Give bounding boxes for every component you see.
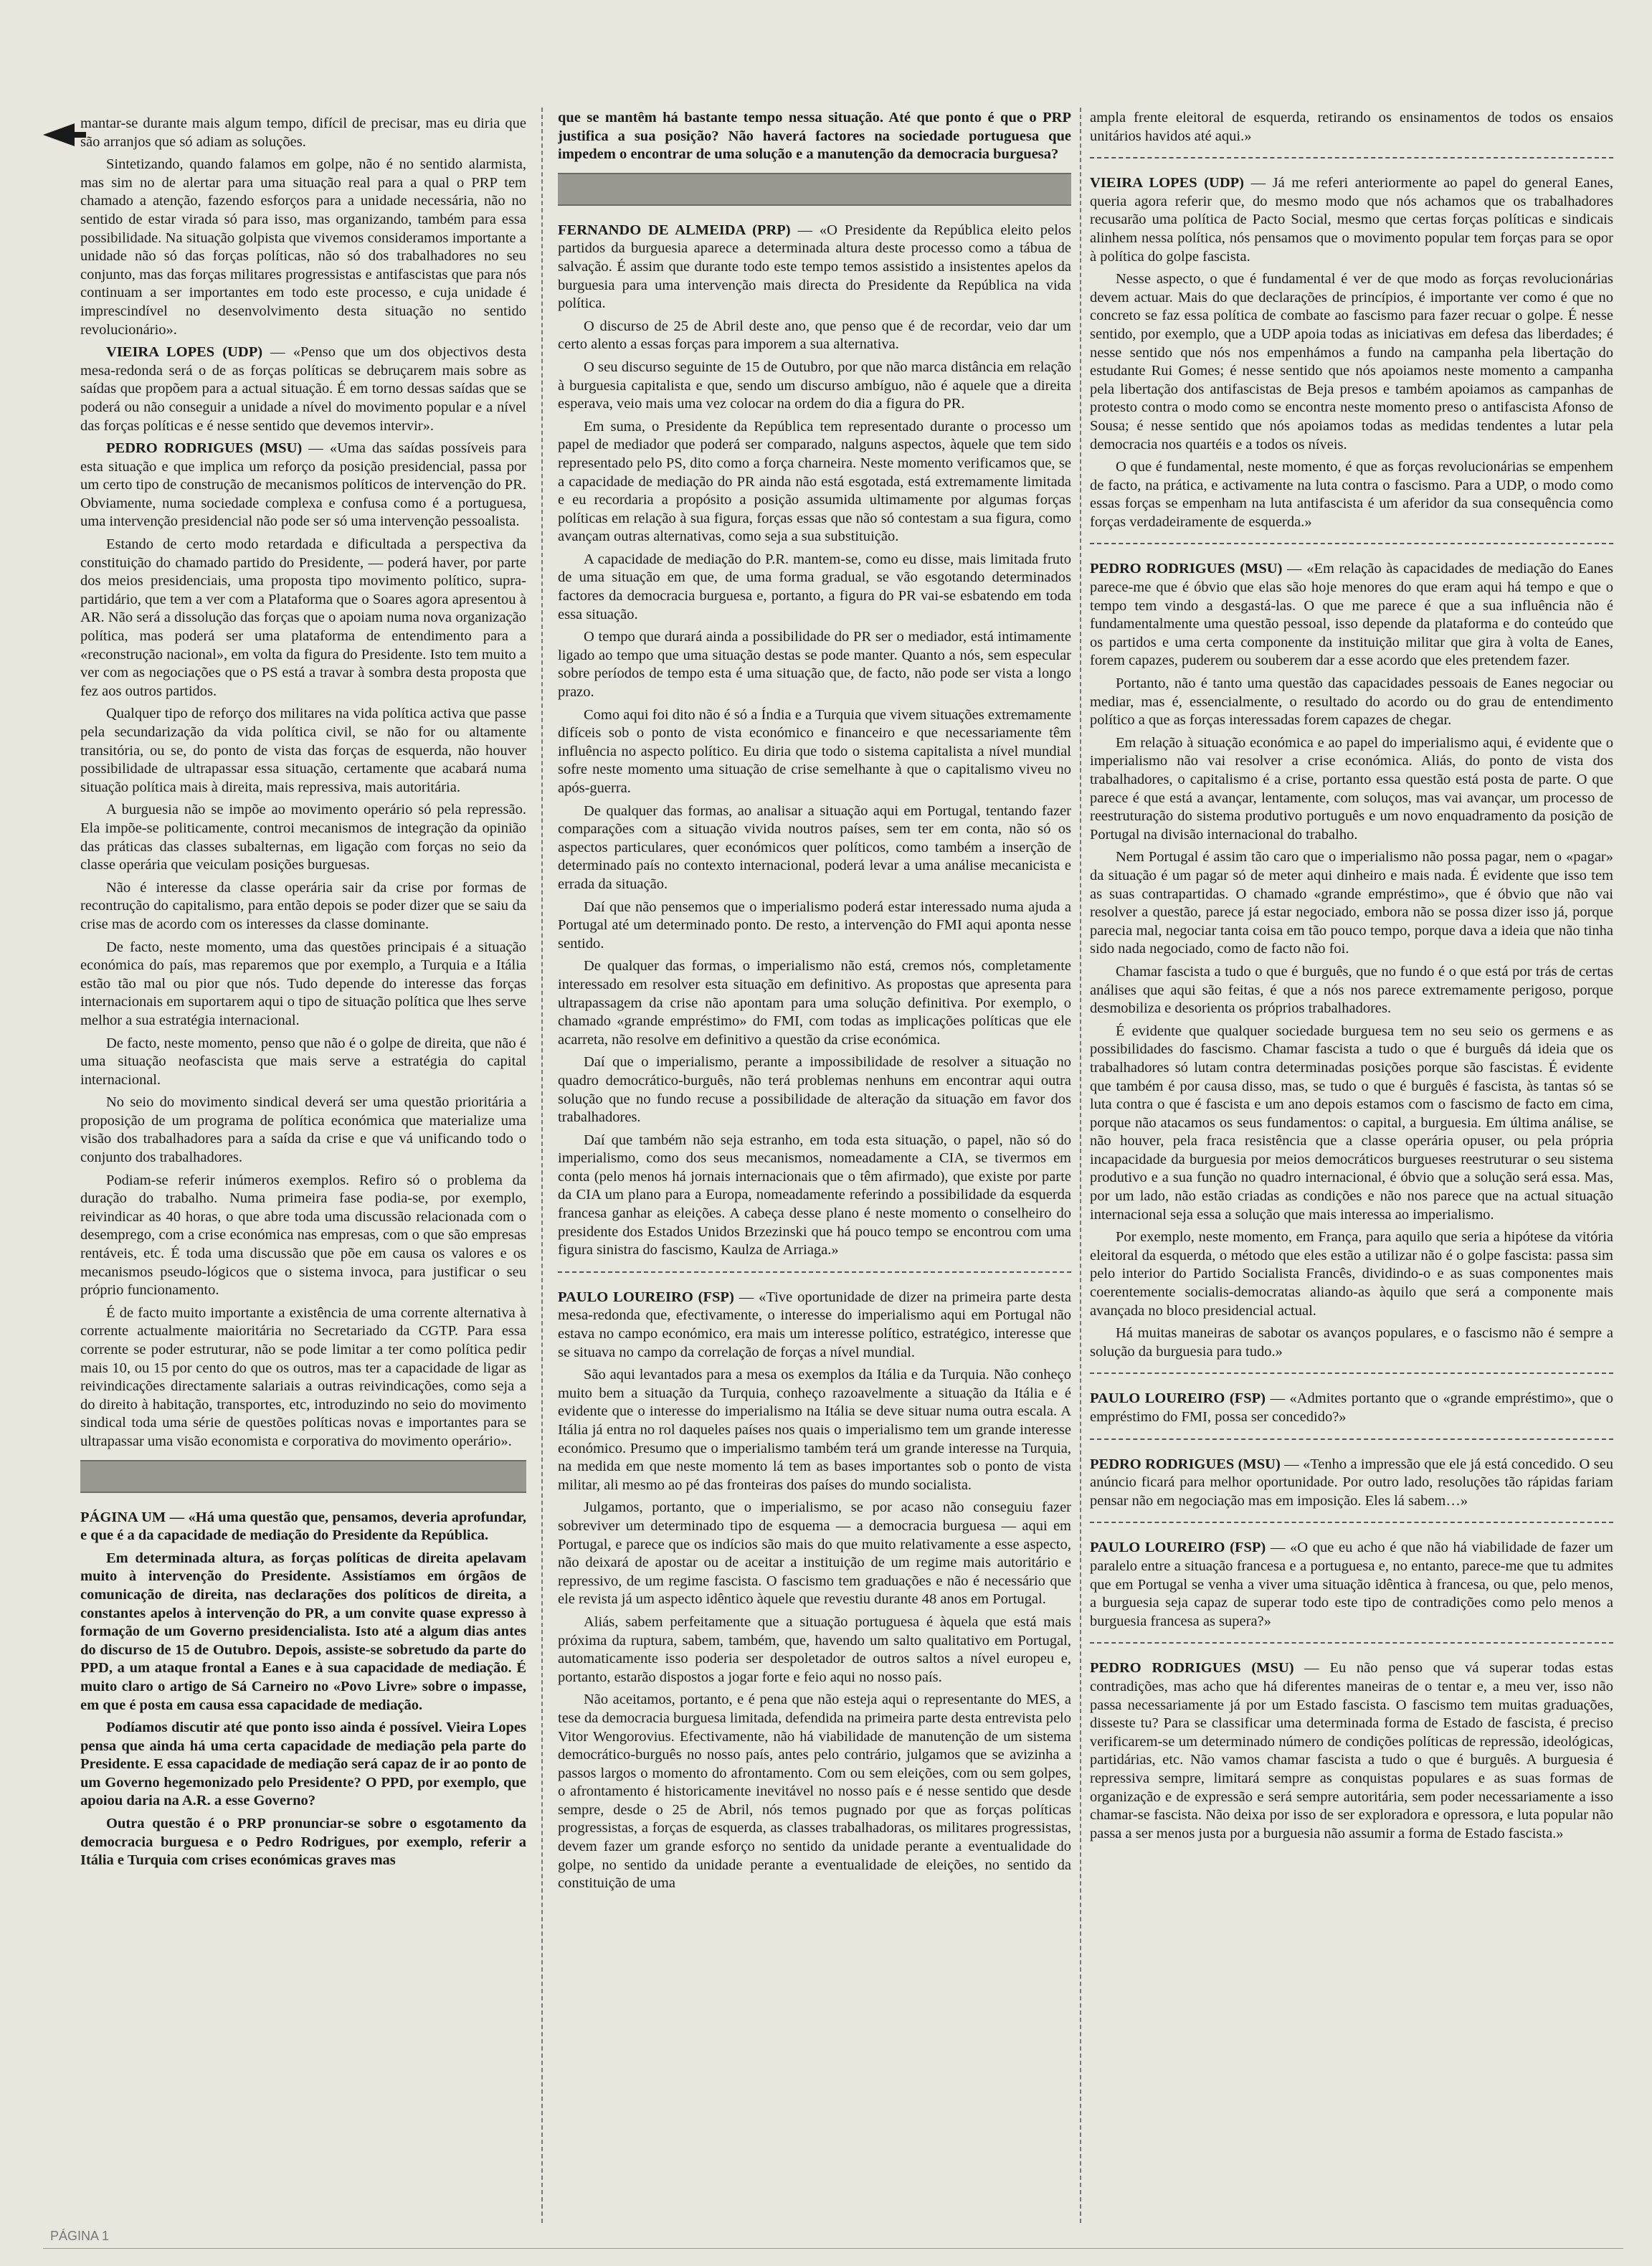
paragraph-text: De facto, neste momento, penso que não é o golpe de direita, que não é uma situação neofascista que mais serve a estratégia do capital internacional. (80, 1035, 526, 1088)
paragraph (558, 628, 1071, 701)
paragraph (558, 1053, 1071, 1127)
section-separator (1090, 1642, 1613, 1644)
paragraph (80, 879, 526, 934)
paragraph (558, 359, 1071, 414)
paragraph-text: — «Em relação às capacidades de mediação do Eanes parece-me que é óbvio que elas são hoje menores do que eram aqui há tempo e que o tempo tem vindo a desgastá-las. O que me parece é que a sua influência não é fundamentalmente uma questão pessoal, isso depende da plataforma e do conteúdo que os partidos e uma certa componente da instituição militar que gira à volta de Eanes, forem capazes, puderem ou souberem dar a esse acordo que eles pretendem fazer. (1090, 561, 1613, 669)
paragraph-text: Podíamos discutir até que ponto isso ainda é possível. Vieira Lopes pensa que ainda há uma certa capacidade de mediação pela parte do Presidente. E essa capacidade de mediação será capaz de ir ao ponto de um Governo hegemonizado pelo Presidente? O PPD, por exemplo, que apoiou daria na A.R. a esse Governo? (80, 1720, 526, 1809)
paragraph-text: Podiam-se referir inúmeros exemplos. Refiro só o problema da duração do trabalho. Numa primeira fase podia-se, por exemplo, reivindicar as 40 horas, o que abre toda uma discussão relacionada com o desemprego, com a crise económica nas empresas, com o que são empresas rentáveis, etc. É toda uma discussão que põe em causa os valores e os mecanismos pseudo-lógicos que o sistema invoca, para justificar o seu próprio funcionamento. (80, 1172, 526, 1299)
paragraph-text: É evidente que qualquer sociedade burguesa tem no seu seio os germens e as possibilidades do fascismo. Chamar fascista a tudo o que é burguês dá ideia que os trabalhadores só lutam contra determinadas posições porque são fascistas. É evidente que também é por causa disso, mas, se tudo o que é burguês é fascista, às tantas só se luta contra o que é fascista e um ano depois estamos com o fascismo de facto em cima, porque não atacamos os seus fundamentos: o capital, a burguesia. Em última análise, se não houver, pela fraca resistência que a classe operária opuser, ou pela própria incapacidade da burguesia por meios democráticos burgueses reestruturar o seu sistema produtivo e a sua função no quadro internacional, é óbvio que a solução será essa. Mas, por um lado, não estão criadas as condições e não nos parece que na actual situação internacional seja essa a solução que mais interessa ao imperialismo. (1090, 1023, 1613, 1223)
paragraph (80, 1172, 526, 1300)
paragraph-text: Aliás, sabem perfeitamente que a situação portuguesa é àquela que está mais próxima da ruptura, sabem, também, que, havendo um salto qualitativo em Portugal, automaticamente isso poderia ser despoletador de outros saltos a nível europeu e, portanto, estarão dispostos a jogar forte e feio aqui no nosso país. (558, 1613, 1071, 1685)
paragraph-text: Há muitas maneiras de sabotar os avanços populares, e o fascismo não é sempre a solução da burguesia para tudo.» (1090, 1325, 1613, 1360)
paragraph-text: Daí que não pensemos que o imperialismo poderá estar interessado numa ajuda a Portugal até um determinado ponto. De resto, a intervenção do FMI aqui aponta nesse sentido. (558, 899, 1071, 952)
paragraph-text: — «Tive oportunidade de dizer na primeira parte desta mesa-redonda que, efectivamente, o interesse do imperialismo aqui em Portugal não estava no campo económico, era mais um interesse político, estratégico, interesse que se situava no campo da correlação de forças a nível mundial. (558, 1289, 1071, 1360)
speaker-name: PEDRO RODRIGUES (MSU) (1090, 1456, 1281, 1472)
paragraph (558, 1691, 1071, 1893)
paragraph (1090, 1539, 1613, 1631)
paragraph-text: — Já me referi anteriormente ao papel do general Eanes, queria agora referir que, do mesmo modo que nós achamos que os trabalhadores recusarão uma política de Pacto Social, mesmo que certas forças políticas e sindicais alinhem nessa política, nós pensamos que o movimento popular tem forças para se opor à política do golpe fascista. (1090, 175, 1613, 265)
paragraph (558, 899, 1071, 954)
paragraph-text: que se mantêm há bastante tempo nessa situação. Até que ponto é que o PRP justifica a sua posição? Não haverá factores na sociedade portuguesa que impedem o encontrar de uma solução e a manutenção da democracia burguesa? (558, 110, 1071, 163)
paragraph-text: O seu discurso seguinte de 15 de Outubro, por que não marca distância em relação à burguesia capitalista e que, sendo um discurso ambíguo, não é aquele que a direita esperava, veio mais uma vez colocar na ordem do dia a figura do PR. (558, 359, 1071, 412)
paragraph (80, 1550, 526, 1715)
paragraph (1090, 1228, 1613, 1320)
paragraph-text: — «Uma das saídas possíveis para esta situação e que implica um reforço da posição presidencial, passa por um certo tipo de construção de mecanismos políticos de intervenção do PR. Obviamente, numa sociedade complexa e confusa como é a portuguesa, uma intervenção presidencial não pode ser só uma intervenção pessoalista. (80, 440, 526, 530)
paragraph (80, 801, 526, 874)
paragraph-text: De qualquer das formas, ao analisar a situação aqui em Portugal, tentando fazer comparações com a situação vivida noutros países, sem ter em conta, não só os aspectos particulares, quer económicos quer políticos, como também a inserção de determinado país no contexto internacional, poderá levar a uma análise mecanicista e errada da situação. (558, 802, 1071, 892)
paragraph-text: — «O que eu acho é que não há viabilidade de fazer um paralelo entre a situação francesa e a portuguesa e, no entanto, parece-me que tu admites que em Portugal se venha a viver uma situação idêntica à francesa, ou que, pelo menos, a burguesia seja capaz de superar todo este tipo de contradições como pelo menos a burguesia francesa as supera?» (1090, 1540, 1613, 1629)
paragraph-text: O discurso de 25 de Abril deste ano, que penso que é de recordar, veio dar um certo alento a essas forças para imporem a sua alternativa. (558, 318, 1071, 353)
page-folio: PÁGINA 1 (50, 2229, 110, 2243)
paragraph-text: — «Admites portanto que o «grande empréstimo», que o empréstimo do FMI, possa ser concedido?» (1090, 1390, 1613, 1425)
paragraph-text: Por exemplo, neste momento, em França, para aquilo que seria a hipótese da vitória eleitoral da esquerda, o método que eles estão a utilizar não é o golpe fascista: passa sim pelo interior do Partido Socialista Francês, dividindo-o e as suas componentes mais coerentemente socialis-democratas aliando-as àquilo que será a componente mais avançada no bloco presidencial actual. (1090, 1229, 1613, 1319)
paragraph-text: Chamar fascista a tudo o que é burguês, que no fundo é o que está por trás de certas análises que aqui são feitas, é que a nós nos parece extremamente perigoso, porque desmobiliza e desorienta os próprios trabalhadores. (1090, 963, 1613, 1017)
paragraph-text: Em determinada altura, as forças políticas de direita apelavam muito à intervenção do Presidente. Assistíamos em órgãos de comunicação de direita, nas declarações dos políticos de direita, a constantes apelos à intervenção do PR, a um convite quase expresso à formação de um Governo presidencialista. Isto até a algum dias antes do discurso de 15 de Outubro. Depois, assiste-se sobretudo da parte do PPD, a um ataque frontal a Eanes e à sua capacidade de mediação. É muito claro o artigo de Sá Carneiro no «Povo Livre» sobre o impasse, em que é posta em causa essa capacidade de mediação. (80, 1550, 526, 1713)
paragraph-text: Em suma, o Presidente da República tem representado durante o processo um papel de mediador que poderá ser comparado, nalguns aspectos, àquele que tem sido representado pelo PS, dito como a força charneira. Neste momento verificamos que, se a capacidade de mediação do PR ainda não está esgotada, está extremamente limitada e eu recordaria a propósito a posição assumida ultimamente por algumas forças políticas em relação à sua figura, forças essas que não só contestam a sua figura, como avançam outras alternativas, como seja a sua substituição. (558, 418, 1071, 545)
paragraph (80, 1304, 526, 1451)
paragraph (558, 1613, 1071, 1687)
paragraph (80, 939, 526, 1030)
column-divider (541, 108, 543, 2223)
paragraph (80, 343, 526, 435)
paragraph (558, 802, 1071, 894)
section-separator (1090, 157, 1613, 158)
speaker-name: PEDRO RODRIGUES (MSU) (106, 440, 303, 457)
paragraph-text: Não é interesse da classe operária sair da crise por formas de recontrução do capitalismo, para então depois se poder dizer que se saiu da crise mas de acordo com os interesses da classe dominante. (80, 879, 526, 932)
paragraph (1090, 270, 1613, 454)
paragraph-text: mantar-se durante mais algum tempo, difícil de precisar, mas eu diria que são arranjos que só adiam as soluções. (80, 115, 526, 150)
speaker-name: VIEIRA LOPES (UDP) (106, 344, 263, 361)
speaker-name: PAULO LOUREIRO (FSP) (1090, 1540, 1266, 1556)
paragraph-text: — Eu não penso que vá superar todas estas contradições, mas acho que há diferentes maneiras de o tentar e, a meu ver, isso não passa necessariamente já por um Estado fascista. O fascismo tem muitas graduações, disseste tu? Para se classificar uma determinada forma de Estado de fascista, é preciso verificarem-se um determinado número de condições políticas de repressão, ideológicas, partidárias, etc. Não vamos chamar fascista a tudo o que é burguês. A burguesia é repressiva sempre, limitará sempre as conquistas populares e as suas formas de organização e de expressão e será sempre autoritária, sem poder necessariamente a isso chamar-se fascista. Não deixa por isso de ser exploradora e opressora, e luta popular não passa a ser menos justa por a burguesia não assumir a forma de Estado fascista.» (1090, 1660, 1613, 1841)
paragraph (1090, 1390, 1613, 1426)
section-shaded-bar (80, 1460, 526, 1493)
text-column-2 (558, 109, 1071, 2217)
paragraph-text: No seio do movimento sindical deverá ser uma questão prioritária a proposição de um programa de política económica que materialize uma visão dos trabalhadores para a saída da crise e que vá unificando todo o conjunto dos trabalhadores. (80, 1094, 526, 1166)
speaker-name: FERNANDO DE ALMEIDA (PRP) (558, 222, 791, 238)
paragraph (558, 1366, 1071, 1494)
paragraph (1090, 1023, 1613, 1225)
speaker-name: PEDRO RODRIGUES (MSU) (1090, 561, 1283, 577)
paragraph (1090, 109, 1613, 146)
paragraph (80, 1094, 526, 1167)
paragraph (80, 156, 526, 339)
paragraph-text: Daí que também não seja estranho, em toda esta situação, o papel, não só do imperialismo, como dos seus mecanismos, nomeadamente a CIA, se tivermos em conta (pelo menos há jornais internacionais que o têm afirmado), que existe por parte da CIA um plano para a Europa, nomeadamente referindo a possibilidade da esquerda francesa ganhar as eleições. A cabeça desse plano é neste momento o conselheiro do presidente dos Estados Unidos Brzezinski que há pouco tempo se encontrou com uma figura sinistra do fascismo, Kaulza de Arriaga.» (558, 1132, 1071, 1258)
paragraph (1090, 734, 1613, 845)
paragraph-text: A capacidade de mediação do P.R. mantem-se, como eu disse, mais limitada fruto de uma situação em que, de uma forma gradual, se vão esgotando determinados factores da democracia burguesa e, portanto, a figura do PR vai-se esbatendo em toda essa situação. (558, 551, 1071, 622)
paragraph-text: Estando de certo modo retardada e dificultada a perspectiva da constituição do chamado partido do Presidente, — poderá haver, por parte dos meios presidenciais, uma proposta tipo movimento político, supra-partidário, que tem a ver com a Plataforma que o Soares agora apresentou à AR. Não será a dissolução das forças que o apoiam numa nova organização política, mas poderá ser uma plataforma de entendimento para a «reconstrução nacional», em volta da figura do Presidente. Isto tem muito a ver com as negociações que o PS está a travar à sombra desta proposta que fez aos outros partidos. (80, 536, 526, 699)
paragraph (1090, 458, 1613, 531)
paragraph-text: É de facto muito importante a existência de uma corrente alternativa à corrente actualmente maioritária no Secretariado da CGTP. Para essa corrente se poder estruturar, não se pode limitar a ter como política pedir mais 10, ou 15 por cento do que os outros, mas ter a capacidade de ligar as reivindicações directamente salariais a outras reivindicações, como seja a do direito à habitação, transportes, etc, introduzindo no seio do movimento sindical toda uma série de questões políticas novas e importantes para se ultrapassar uma visão economista e corporativa do movimento operário». (80, 1304, 526, 1449)
paragraph-text: Julgamos, portanto, que o imperialismo, se por acaso não conseguiu fazer sobreviver um determinado tipo de esquema — a democracia burguesa — aqui em Portugal, e parece que os indícios são mais do que muito relativamente a esse aspecto, não deixará de apostar ou de aceitar a instituição de um regime mais autoritário e repressivo, de um regime fascista. O fascismo tem graduações e não é necessário que ele revista já um aspecto idêntico àquele que revestiu durante 48 anos em Portugal. (558, 1499, 1071, 1608)
section-separator (1090, 543, 1613, 544)
paragraph (80, 705, 526, 797)
paragraph (1090, 560, 1613, 670)
paragraph (1090, 1456, 1613, 1511)
paragraph (80, 536, 526, 701)
text-column-3 (1090, 109, 1613, 2217)
paragraph-text: De qualquer das formas, o imperialismo não está, cremos nós, completamente interessado em resolver esta situação em definitivo. As propostas que apresenta para ultrapassagem da crise não apontam para uma solução definitiva. Por exemplo, o chamado «grande empréstimo» do FMI, com todas as implicações políticas que ele acarreta, não resolve em definitivo a questão da crise económica. (558, 958, 1071, 1048)
paragraph-text: O tempo que durará ainda a possibilidade do PR ser o mediador, está intimamente ligado ao tempo que uma situação destas se pode manter. Quanto a nós, sem especular sobre períodos de tempo esta é uma situação que, de facto, não pode ser vista a longo prazo. (558, 629, 1071, 701)
paragraph-text: O que é fundamental, neste momento, é que as forças revolucionárias se empenhem de facto, na prática, e activamente na luta contra o fascismo. Para a UDP, o modo como essas forças se empenham na luta antifascista é um aferidor da sua consequência como forças verdadeiramente de esquerda.» (1090, 459, 1613, 530)
paragraph-text: Nem Portugal é assim tão caro que o imperialismo não possa pagar, nem o «pagar» da situação é um pagar só de meter aqui dinheiro e mais nada. É evidente que isso tem as suas contrapartidas. O chamado «grande empréstimo», que é óbvio que não vai resolver a questão, parece já estar negociado, embora não se possa dizer isso já, porque parecia mal, negociar tanta coisa em tão pouco tempo, porque dava a ideia que não tinha sido nada negociado, como de facto não foi. (1090, 849, 1613, 957)
paragraph (558, 957, 1071, 1049)
paragraph (80, 440, 526, 531)
speaker-name: PÁGINA UM (80, 1509, 166, 1525)
speaker-name: PEDRO RODRIGUES (MSU) (1090, 1660, 1294, 1677)
section-separator (1090, 1522, 1613, 1523)
speaker-name: VIEIRA LOPES (UDP) (1090, 175, 1245, 191)
paragraph-text: — «O Presidente da República eleito pelos partidos da burguesia aparece a determinada altura deste processo como a tábua de salvação. É assim que durante todo este tempo temos assistido a insistentes apelos da burguesia para uma intervenção mais directa do Presidente da República na vida política. (558, 222, 1071, 312)
speaker-name: PAULO LOUREIRO (FSP) (558, 1289, 734, 1305)
paragraph (80, 115, 526, 151)
paragraph (558, 318, 1071, 354)
paragraph-text: São aqui levantados para a mesa os exemplos da Itália e da Turquia. Não conheço muito bem a situação da Turquia, conheço razoavelmente a situação da Itália e é evidente que o interesse do imperialismo na Itália se deve situar numa outra escala. A Itália já entra no rol daqueles países nos quais o imperialismo tem um grande interesse económico. Presumo que o imperialismo também terá um grande interesse na Turquia, na medida em que neste momento lá tem as bases importantes sob o ponto de vista militar, ali mesmo ao pé das fronteiras dos países do mundo socialista. (558, 1367, 1071, 1493)
paragraph-text: ampla frente eleitoral de esquerda, retirando os ensinamentos de todos os ensaios unitários havidos até aqui.» (1090, 110, 1613, 144)
paragraph-text: Sintetizando, quando falamos em golpe, não é no sentido alarmista, mas sim no de alertar para uma situação real para a qual o PRP tem chamado a atenção, fazendo esforços para a unidade necessária, não no sentido de estar virada só para isso, mas organizando, também para essa possibilidade. Na situação golpista que vivemos consideramos importante a unidade não só das forças políticas, não só dos trabalhadores no seu conjunto, mas das forças militares progressistas e antifascistas que para nós continuam a ser importantes em todo este processo, e cuja unidade é imprescindível no desenvolvimento desta situação no sentido revolucionário». (80, 156, 526, 338)
paragraph-text: — «Há uma questão que, pensamos, deveria aprofundar, e que é a da capacidade de mediação do Presidente da República. (80, 1509, 526, 1544)
paragraph (558, 1499, 1071, 1609)
paragraph (80, 1719, 526, 1811)
section-shaded-bar (558, 173, 1071, 206)
paragraph-text: De facto, neste momento, uma das questões principais é a situação económica do país, mas reparemos que por exemplo, a Turquia e a Itália estão tão mal ou pior que nós. Tudo depende do interesse das forças internacionais em suportarem aqui o tipo de situação política que lhes serve melhor a sua estratégia internacional. (80, 939, 526, 1028)
paragraph (80, 1509, 526, 1545)
paragraph (558, 109, 1071, 164)
paragraph-text: Portanto, não é tanto uma questão das capacidades pessoais de Eanes negociar ou mediar, mas é, essencialmente, o resultado do acordo ou do grau de entendimento político a que as forças interessadas forem capazes de chegar. (1090, 675, 1613, 729)
paragraph-text: Em relação à situação económica e ao papel do imperialismo aqui, é evidente que o imperialismo não vai resolver a crise económica. Aliás, do ponto de vista dos trabalhadores, o capitalismo é a crise, portanto essa questão está posta de parte. O que parece é que está a avançar, lentamente, com soluços, mas vai avançar, um processo de reestruturação do sistema produtivo português e um novo enquadramento da posição de Portugal na divisão internacional do trabalho. (1090, 734, 1613, 843)
paragraph-text: A burguesia não se impõe ao movimento operário só pela repressão. Ela impõe-se politicamente, controi mecanismos de integração da opinião das práticas das classes subalternas, em ligação com forças no seio da classe operária que veiculam posições burguesas. (80, 802, 526, 873)
column-divider (1080, 108, 1081, 2223)
paragraph (1090, 174, 1613, 266)
paragraph (80, 1035, 526, 1090)
section-separator (1090, 1438, 1613, 1440)
paragraph (558, 222, 1071, 313)
paragraph-text: Não aceitamos, portanto, e é pena que não esteja aqui o representante do MES, a tese da democracia burguesa limitada, defendida na primeira parte desta entrevista pelo Vitor Wengorovius. Efectivamente, não há viabilidade de manutenção de um sistema democrático-burguês no nosso país, antes pelo contrário, julgamos que se avizinha a passos largos o momento do afrontamento. Com ou sem eleições, com ou sem golpes, o afrontamento é historicamente inevitável no nosso país e é nesse sentido que desde sempre, desde o 25 de Abril, nós temos pugnado por que as forças políticas progressistas, a forças de esquerda, as classes trabalhadoras, os militares progressistas, devem fazer um grande esforço no sentido da unidade perante a eventualidade do golpe, no sentido da unidade perante a eventualidade de eleições, no sentido da constituição de uma (558, 1692, 1071, 1892)
paragraph (558, 706, 1071, 798)
paragraph (1090, 1659, 1613, 1843)
paragraph (1090, 848, 1613, 959)
bottom-rule (43, 2248, 1623, 2249)
section-separator (558, 1271, 1071, 1273)
paragraph-text: Como aqui foi dito não é só a Índia e a Turquia que vivem situações extremamente difíceis sob o ponto de vista económico e financeiro e que necessariamente têm influência no aspecto político. Eu diria que todo o sistema capitalista a nível mundial sofre neste momento uma situação de crise semelhante à que o capitalismo viveu no após-guerra. (558, 706, 1071, 796)
paragraph-text: — «Tenho a impressão que ele já está concedido. O seu anúncio ficará para melhor oportunidade. Por outro lado, resoluções tão rápidas fariam pensar não em negociação mas em imposição. Eles lá sabem…» (1090, 1456, 1613, 1509)
section-separator (1090, 1373, 1613, 1374)
paragraph (1090, 1324, 1613, 1361)
paragraph (558, 1289, 1071, 1362)
paragraph (1090, 963, 1613, 1018)
left-arrow-icon (43, 123, 75, 146)
paragraph-text: Nesse aspecto, o que é fundamental é ver de que modo as forças revolucionárias devem actuar. Mais do que declarações de princípios, é importante ver como é que no concreto se faz essa política de combate ao fascismo para fazer recuar o golpe. É nesse sentido, por exemplo, que a UDP apoia todas as iniciativas em defesa das liberdades; é nesse sentido que nós nos empenhámos a fundo na campanha pela libertação do estudante Rui Gomes; é nesse sentido que nós apoiamos neste momento a campanha pela libertação dos antifascistas de Beja presos e também apoiamos as campanhas de protesto contra o modo como se encontra neste momento preso o antifascista Afonso de Sousa; é nesse sentido que nós apoiamos todas as medidas tendentes a lutar pela democracia nos quartéis e a todos os níveis. (1090, 271, 1613, 452)
speaker-name: PAULO LOUREIRO (FSP) (1090, 1390, 1266, 1407)
paragraph-text: Qualquer tipo de reforço dos militares na vida política activa que passe pela secundarização da vida política civil, se não for ou altamente transitória, ou se, do ponto de vista das forças de esquerda, não houver possibilidade de ultrapassar essa situação, certamente que acabará numa situação política mais à direita, mais repressiva, mais autoritária. (80, 706, 526, 795)
paragraph (558, 551, 1071, 624)
paragraph-text: Daí que o imperialismo, perante a impossibilidade de resolver a situação no quadro democrático-burguês, não terá problemas nenhuns em encontrar aqui outra solução que no fundo recuse a possibilidade de alteração da situação em favor dos trabalhadores. (558, 1054, 1071, 1126)
paragraph-text: Outra questão é o PRP pronunciar-se sobre o esgotamento da democracia burguesa e o Pedro Rodrigues, por exemplo, referir a Itália e Turquia com crises económicas graves mas (80, 1816, 526, 1869)
paragraph (80, 1815, 526, 1870)
paragraph-text: — «Penso que um dos objectivos desta mesa-redonda será o de as forças políticas se debruçarem mais sobre as saídas que propõem para a actual situação. É em torno dessas saídas que se poderá ou não conseguir a unidade a nível do movimento popular e a nível das forças políticas e é nesse sentido que devemos intervir». (80, 344, 526, 434)
paragraph (558, 1132, 1071, 1260)
paragraph (1090, 675, 1613, 730)
text-column-1 (80, 115, 526, 2223)
paragraph (558, 418, 1071, 546)
